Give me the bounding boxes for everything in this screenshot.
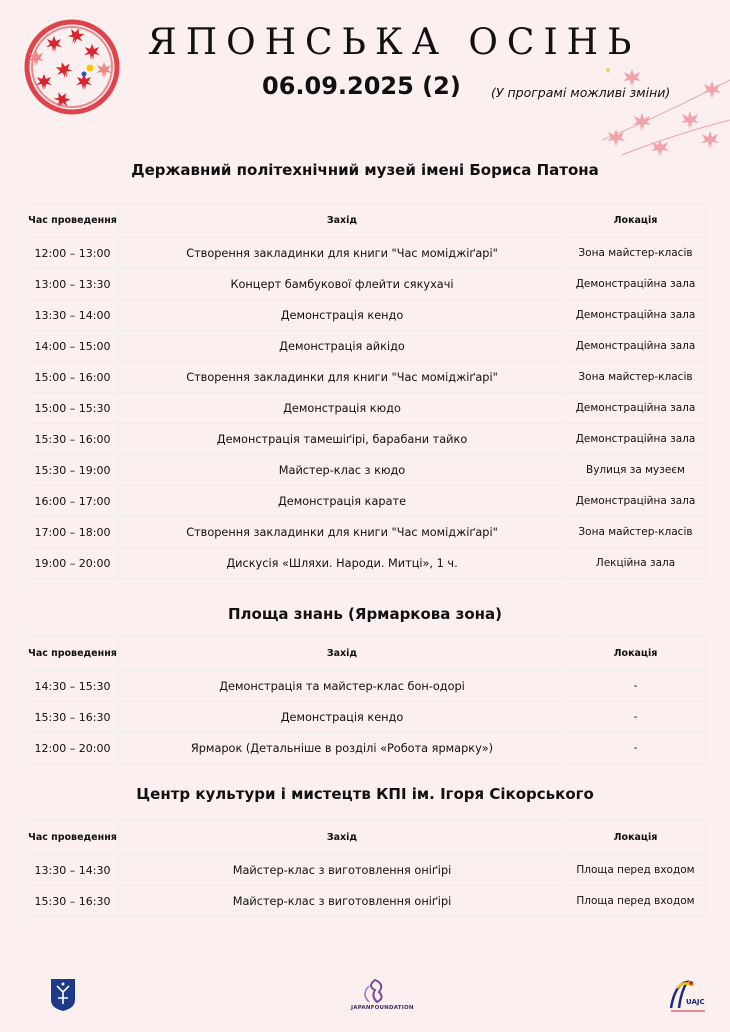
row-event: Демонстрація та майстер-клас бон-одорі	[119, 671, 566, 702]
event-date: 06.09.2025 (2)	[262, 72, 461, 100]
schedule-table-museum	[26, 203, 706, 579]
row-location: Демонстраційна зала	[566, 486, 706, 517]
row-event: Демонстрація кюдо	[119, 393, 566, 424]
column-header-location: Локація	[566, 821, 706, 855]
row-location: Зона майстер-класів	[566, 238, 706, 269]
row-time: 12:00 – 20:00	[27, 733, 119, 764]
row-time: 13:00 – 13:30	[27, 269, 119, 300]
row-event: Демонстрація кендо	[119, 300, 566, 331]
row-time: 15:00 – 16:00	[27, 362, 119, 393]
table-row	[27, 517, 706, 548]
table-row	[27, 362, 706, 393]
column-header-event: Захід	[119, 637, 566, 671]
table-header-row	[27, 821, 706, 855]
row-event: Створення закладинки для книги "Час моміджіґарі"	[119, 362, 566, 393]
uajc-logo	[667, 978, 707, 1014]
changes-note: (У програмі можливі зміни)	[491, 85, 671, 100]
row-time: 15:00 – 15:30	[27, 393, 119, 424]
row-location: Зона майстер-класів	[566, 362, 706, 393]
row-time: 12:00 – 13:00	[27, 238, 119, 269]
column-header-location: Локація	[566, 637, 706, 671]
row-location: Лекційна зала	[566, 548, 706, 579]
column-header-location: Локація	[566, 204, 706, 238]
table-row	[27, 733, 706, 764]
row-location: Демонстраційна зала	[566, 331, 706, 362]
table-row	[27, 300, 706, 331]
table-row	[27, 455, 706, 486]
row-location: Площа перед входом	[566, 855, 706, 886]
row-event: Створення закладинки для книги "Час моміджіґарі"	[119, 517, 566, 548]
row-time: 15:30 – 19:00	[27, 455, 119, 486]
table-row	[27, 393, 706, 424]
row-event: Демонстрація карате	[119, 486, 566, 517]
column-header-time: Час проведення	[27, 637, 119, 671]
kpi-shield-logo	[50, 978, 76, 1012]
row-time: 19:00 – 20:00	[27, 548, 119, 579]
uajc-label: UAJC	[686, 998, 705, 1006]
row-event: Концерт бамбукової флейти сякухачі	[119, 269, 566, 300]
column-header-event: Захід	[119, 821, 566, 855]
table-row	[27, 486, 706, 517]
column-header-time: Час проведення	[27, 821, 119, 855]
japan-foundation-label: JAPANFOUNDATION	[351, 1005, 414, 1011]
page-title: ЯПОНСЬКА ОСІНЬ	[147, 22, 641, 63]
table-row	[27, 855, 706, 886]
row-location: Демонстраційна зала	[566, 393, 706, 424]
row-location: Демонстраційна зала	[566, 424, 706, 455]
row-time: 15:30 – 16:00	[27, 424, 119, 455]
section-title-knowledge-square: Площа знань (Ярмаркова зона)	[228, 605, 502, 623]
row-location: -	[566, 702, 706, 733]
table-row	[27, 548, 706, 579]
row-location: -	[566, 671, 706, 702]
row-location: Демонстраційна зала	[566, 269, 706, 300]
table-header-row	[27, 204, 706, 238]
row-time: 14:00 – 15:00	[27, 331, 119, 362]
row-time: 13:30 – 14:00	[27, 300, 119, 331]
table-row	[27, 238, 706, 269]
row-event: Майстер-клас з виготовлення оніґірі	[119, 855, 566, 886]
row-location: -	[566, 733, 706, 764]
table-row	[27, 269, 706, 300]
schedule-table-culture-center	[26, 820, 706, 917]
row-event: Майстер-клас з виготовлення оніґірі	[119, 886, 566, 917]
table-row	[27, 702, 706, 733]
column-header-event: Захід	[119, 204, 566, 238]
row-location: Площа перед входом	[566, 886, 706, 917]
row-event: Майстер-клас з кюдо	[119, 455, 566, 486]
column-header-time: Час проведення	[27, 204, 119, 238]
table-row	[27, 671, 706, 702]
row-event: Дискусія «Шляхи. Народи. Митці», 1 ч.	[119, 548, 566, 579]
row-event: Демонстрація тамешіґірі, барабани тайко	[119, 424, 566, 455]
row-location: Зона майстер-класів	[566, 517, 706, 548]
maple-leaves-decoration	[602, 60, 730, 170]
table-row	[27, 424, 706, 455]
row-time: 15:30 – 16:30	[27, 702, 119, 733]
table-header-row	[27, 637, 706, 671]
table-row	[27, 331, 706, 362]
row-time: 14:30 – 15:30	[27, 671, 119, 702]
row-location: Вулиця за музеєм	[566, 455, 706, 486]
row-event: Демонстрація кендо	[119, 702, 566, 733]
row-event: Створення закладинки для книги "Час моміджіґарі"	[119, 238, 566, 269]
row-time: 16:00 – 17:00	[27, 486, 119, 517]
row-location: Демонстраційна зала	[566, 300, 706, 331]
section-title-culture-center: Центр культури і мистецтв КПІ ім. Ігоря Сікорського	[136, 785, 594, 803]
row-time: 13:30 – 14:30	[27, 855, 119, 886]
table-row	[27, 886, 706, 917]
section-title-museum: Державний політехнічний музей імені Бориса Патона	[131, 161, 599, 179]
schedule-table-knowledge-square	[26, 636, 706, 764]
row-event: Ярмарок (Детальніше в розділі «Робота ярмарку»)	[119, 733, 566, 764]
row-time: 17:00 – 18:00	[27, 517, 119, 548]
row-time: 15:30 – 16:30	[27, 886, 119, 917]
row-event: Демонстрація айкідо	[119, 331, 566, 362]
